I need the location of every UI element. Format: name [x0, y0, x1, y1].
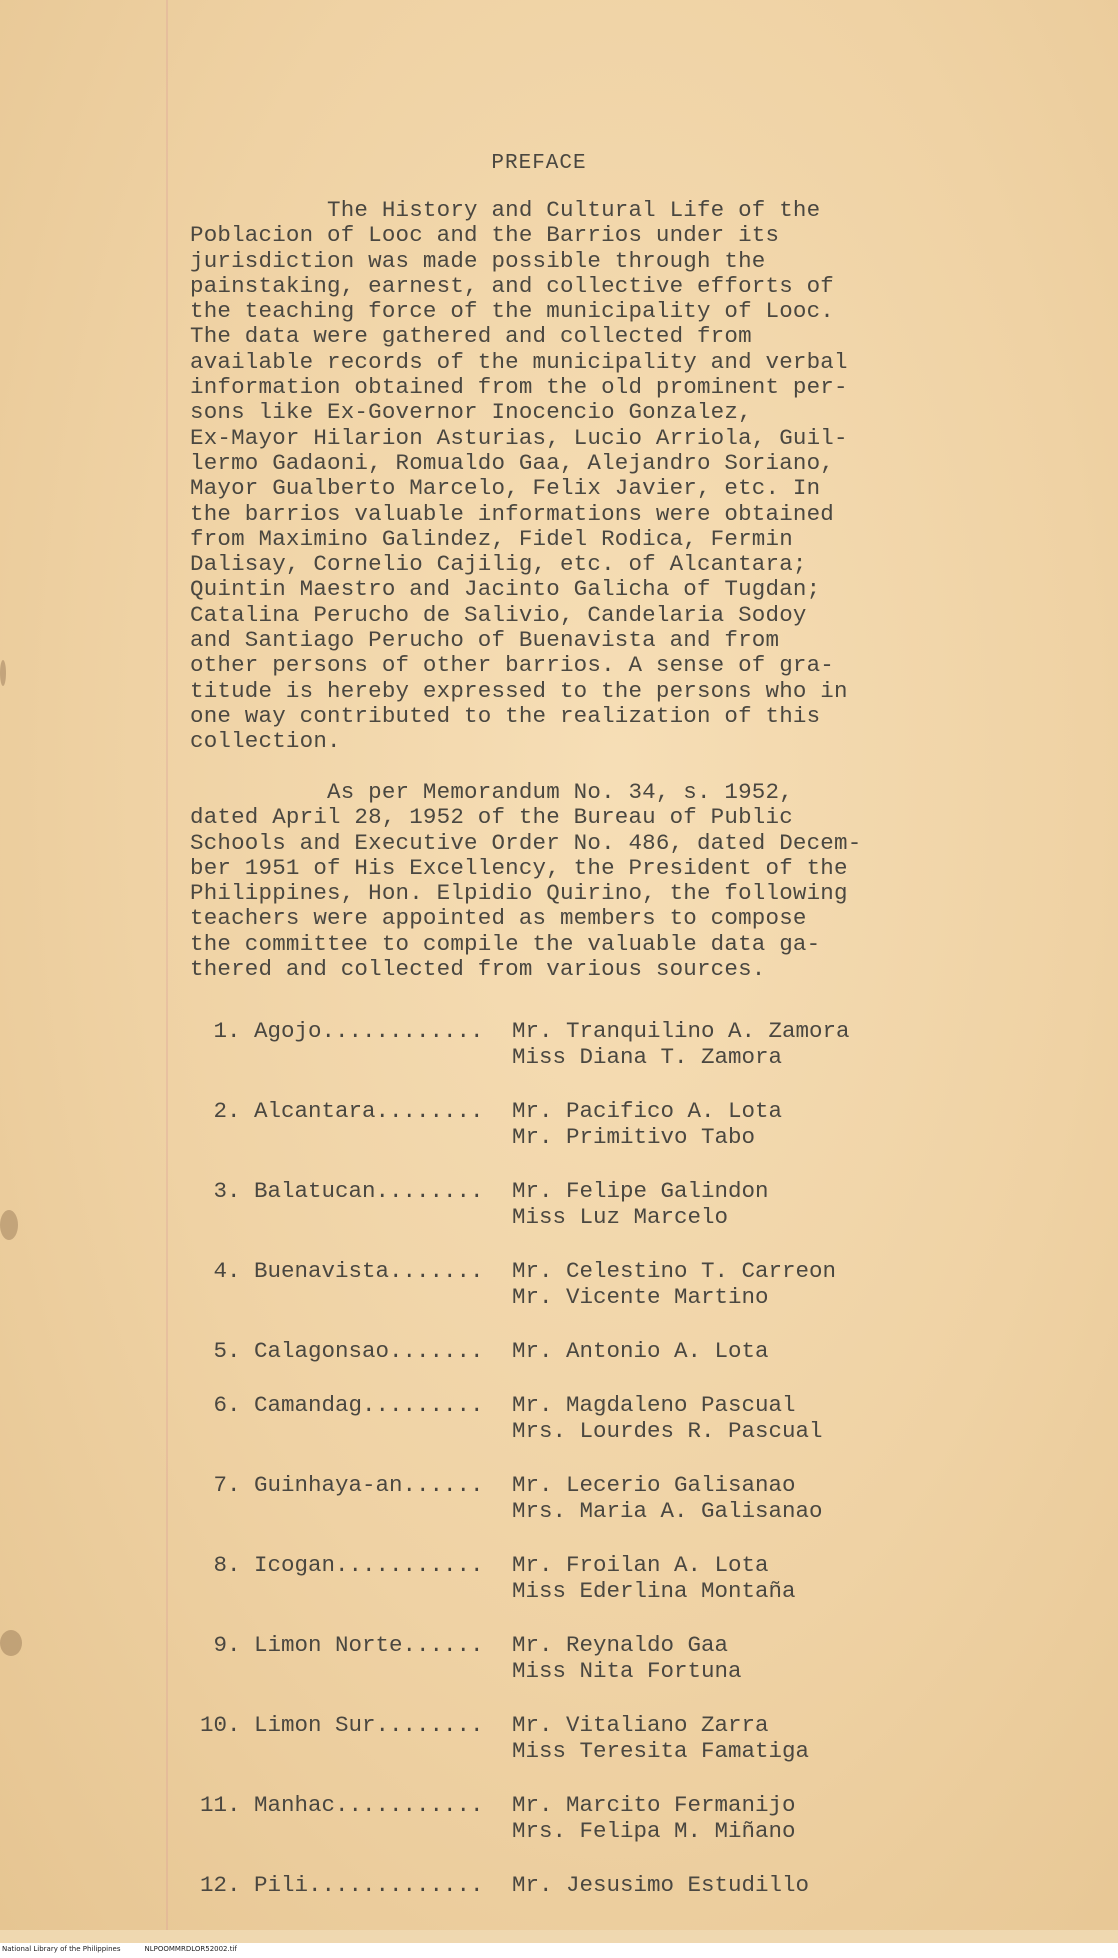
teacher-names: Mr. Jesusimo Estudillo — [512, 1872, 810, 1898]
committee-entry — [0, 1632, 1118, 1712]
teacher-names: Mr. Celestino T. Carreon Mr. Vicente Martino — [512, 1258, 837, 1310]
barrio-name: 10. Limon Sur........ — [200, 1712, 484, 1738]
committee-entry — [0, 1552, 1118, 1632]
library-credit: National Library of the Philippines — [2, 1945, 121, 1953]
scan-footer — [0, 1943, 1118, 1958]
committee-entry — [0, 1178, 1118, 1258]
page-title: PREFACE — [491, 152, 587, 175]
teacher-names: Mr. Pacifico A. Lota Mr. Primitivo Tabo — [512, 1098, 783, 1150]
committee-entry — [0, 1258, 1118, 1338]
committee-entry — [0, 1018, 1118, 1098]
teacher-names: Mr. Antonio A. Lota — [512, 1338, 769, 1364]
teacher-names: Mr. Marcito Fermanijo Mrs. Felipa M. Miñano — [512, 1792, 796, 1844]
barrio-name: 6. Camandag......... — [200, 1392, 484, 1418]
barrio-name: 7. Guinhaya-an...... — [200, 1472, 484, 1498]
barrio-name: 5. Calagonsao....... — [200, 1338, 484, 1364]
committee-entry — [0, 1392, 1118, 1472]
teacher-names: Mr. Vitaliano Zarra Miss Teresita Famatiga — [512, 1712, 810, 1764]
barrio-name: 1. Agojo............ — [200, 1018, 484, 1044]
committee-entry — [0, 1792, 1118, 1872]
preface-paragraph-2: As per Memorandum No. 34, s. 1952, dated April 28, 1952 of the Bureau of Public Schools and Executive Order No. 486, dated Decem- ber 1951 of His Excellency, the President of the Philippines, Hon. Elpidio Quirino, the following teachers were appointed as members to compose the committee to compile the valuable data ga- thered and collected from various sources. — [190, 779, 862, 983]
committee-entry — [0, 1098, 1118, 1178]
committee-entry — [0, 1712, 1118, 1792]
teacher-names: Mr. Magdaleno Pascual Mrs. Lourdes R. Pascual — [512, 1392, 823, 1444]
teacher-names: Mr. Lecerio Galisanao Mrs. Maria A. Galisanao — [512, 1472, 823, 1524]
barrio-name: 12. Pili............. — [200, 1872, 484, 1898]
paper-stain — [0, 660, 6, 686]
teacher-names: Mr. Felipe Galindon Miss Luz Marcelo — [512, 1178, 769, 1230]
barrio-name: 3. Balatucan........ — [200, 1178, 484, 1204]
barrio-name: 2. Alcantara........ — [200, 1098, 484, 1124]
teacher-names: Mr. Froilan A. Lota Miss Ederlina Montaña — [512, 1552, 796, 1604]
preface-paragraph-1: The History and Cultural Life of the Poblacion of Looc and the Barrios under its jurisdiction was made possible through the painstaking, earnest, and collective efforts of the teaching force of the municipality of Looc. The data were gathered and collected from available records of the municipality and verbal information obtained from the old prominent per- sons like Ex-Governor Inocencio Gonzalez, Ex-Mayor Hilarion Asturias, Lucio Arriola, Guil- lermo Gadaoni, Romualdo Gaa, Alejandro Soriano, Mayor Gualberto Marcelo, Felix Javier, etc. In the barrios valuable informations were obtained from Maximino Galindez, Fidel Rodica, Fermin Dalisay, Cornelio Cajilig, etc. of Alcantara; Quintin Maestro and Jacinto Galicha of Tugdan; Catalina Perucho de Salivio, Candelaria Sodoy and Santiago Perucho of Buenavista and from other persons of other barrios. A sense of gra- titude is hereby expressed to the persons who in one way contributed to the realization of this collection. — [190, 197, 848, 755]
barrio-name: 9. Limon Norte...... — [200, 1632, 484, 1658]
barrio-name: 4. Buenavista....... — [200, 1258, 484, 1284]
barrio-name: 8. Icogan........... — [200, 1552, 484, 1578]
barrio-name: 11. Manhac........... — [200, 1792, 484, 1818]
committee-entry — [0, 1872, 1118, 1930]
teacher-names: Mr. Reynaldo Gaa Miss Nita Fortuna — [512, 1632, 742, 1684]
file-id: NLPOOMMRDLOR52002.tif — [144, 1945, 237, 1953]
committee-entry — [0, 1472, 1118, 1552]
committee-entry — [0, 1338, 1118, 1392]
committee-list — [0, 1018, 1118, 1930]
teacher-names: Mr. Tranquilino A. Zamora Miss Diana T. Zamora — [512, 1018, 850, 1070]
